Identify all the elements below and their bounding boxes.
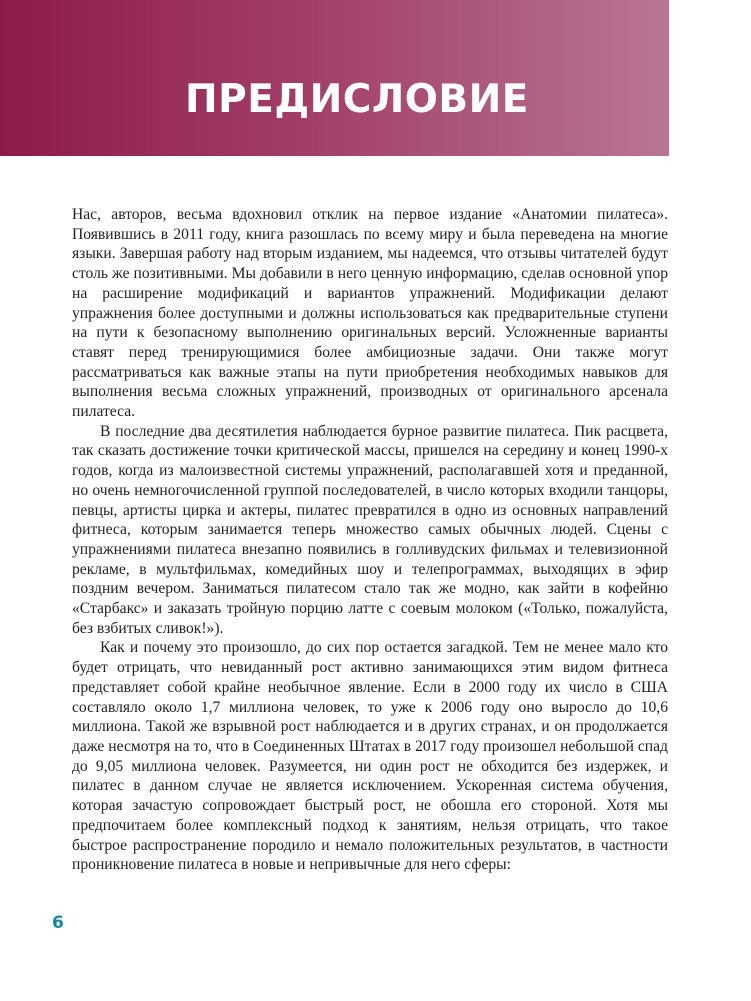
body-text (72, 205, 668, 875)
page-number: 6 (52, 913, 64, 933)
header-band (0, 0, 669, 156)
chapter-title: ПРЕДИСЛОВИЕ (185, 77, 529, 122)
paragraph-2: В последние два десятилетия наблюдается бурное развитие пилатеса. Пик расцвета, так сказать достижение точки критической массы, пришелся на середину и конец 1990-х годов, когда из малоизвестной системы упражнений, располагавшей хотя и преданной, но очень немногочисленной группой последователей, в число которых входили танцоры, певцы, артисты цирка и актеры, пилатес превратился в одно из основных направлений фитнеса, которым занимается теперь множество самых обычных людей. Сцены с упражнениями пилатеса внезапно появились в голливудских фильмах и телевизионной рекламе, в мультфильмах, комедийных шоу и телепрограммах, выходящих в эфир поздним вечером. Заниматься пилатесом стало так же модно, как зайти в кофейню «Старбакс» и заказать тройную порцию латте с соевым молоком («Только, пожалуйста, без взбитых сливок!»). (72, 422, 668, 637)
paragraph-3: Как и почему это произошло, до сих пор остается загадкой. Тем не менее мало кто будет отрицать, что невиданный рост активно занимающихся этим видом фитнеса представляет собой крайне необычное явление. Если в 2000 году их число в США составляло около 1,7 миллиона человек, то уже к 2006 году оно выросло до 10,6 миллиона. Такой же взрывной рост наблюдается и в других странах, и он продолжается даже несмотря на то, что в Соединенных Штатах в 2017 году произошел небольшой спад до 9,05 миллиона человек. Разумеется, ни один рост не обходится без издержек, и пилатес в данном случае не является исключением. Ускоренная система обучения, которая зачастую сопровождает быстрый рост, не обошла его стороной. Хотя мы предпочитаем более комплексный подход к занятиям, нельзя отрицать, что такое быстрое распространение породило и немало положительных результатов, в частности проникновение пилатеса в новые и непривычные для него сферы: (72, 639, 668, 874)
paragraph-1: Нас, авторов, весьма вдохновил отклик на первое издание «Анатомии пилатеса». Появившись в 2011 году, книга разошлась по всему миру и была переведена на многие языки. Завершая работу над вторым изданием, мы надеемся, что отзывы читателей будут столь же позитивными. Мы добавили в него ценную информацию, сделав основной упор на расширение модификаций и вариантов упражнений. Модификации делают упражнения более доступными и должны использоваться как предварительные ступени на пути к безопасному выполнению оригинальных версий. Усложненные варианты ставят перед тренирующимися более амбициозные задачи. Они также могут рассматриваться как важные этапы на пути приобретения необходимых навыков для выполнения весьма сложных упражнений, производных от оригинального арсенала пилатеса. (72, 206, 668, 421)
